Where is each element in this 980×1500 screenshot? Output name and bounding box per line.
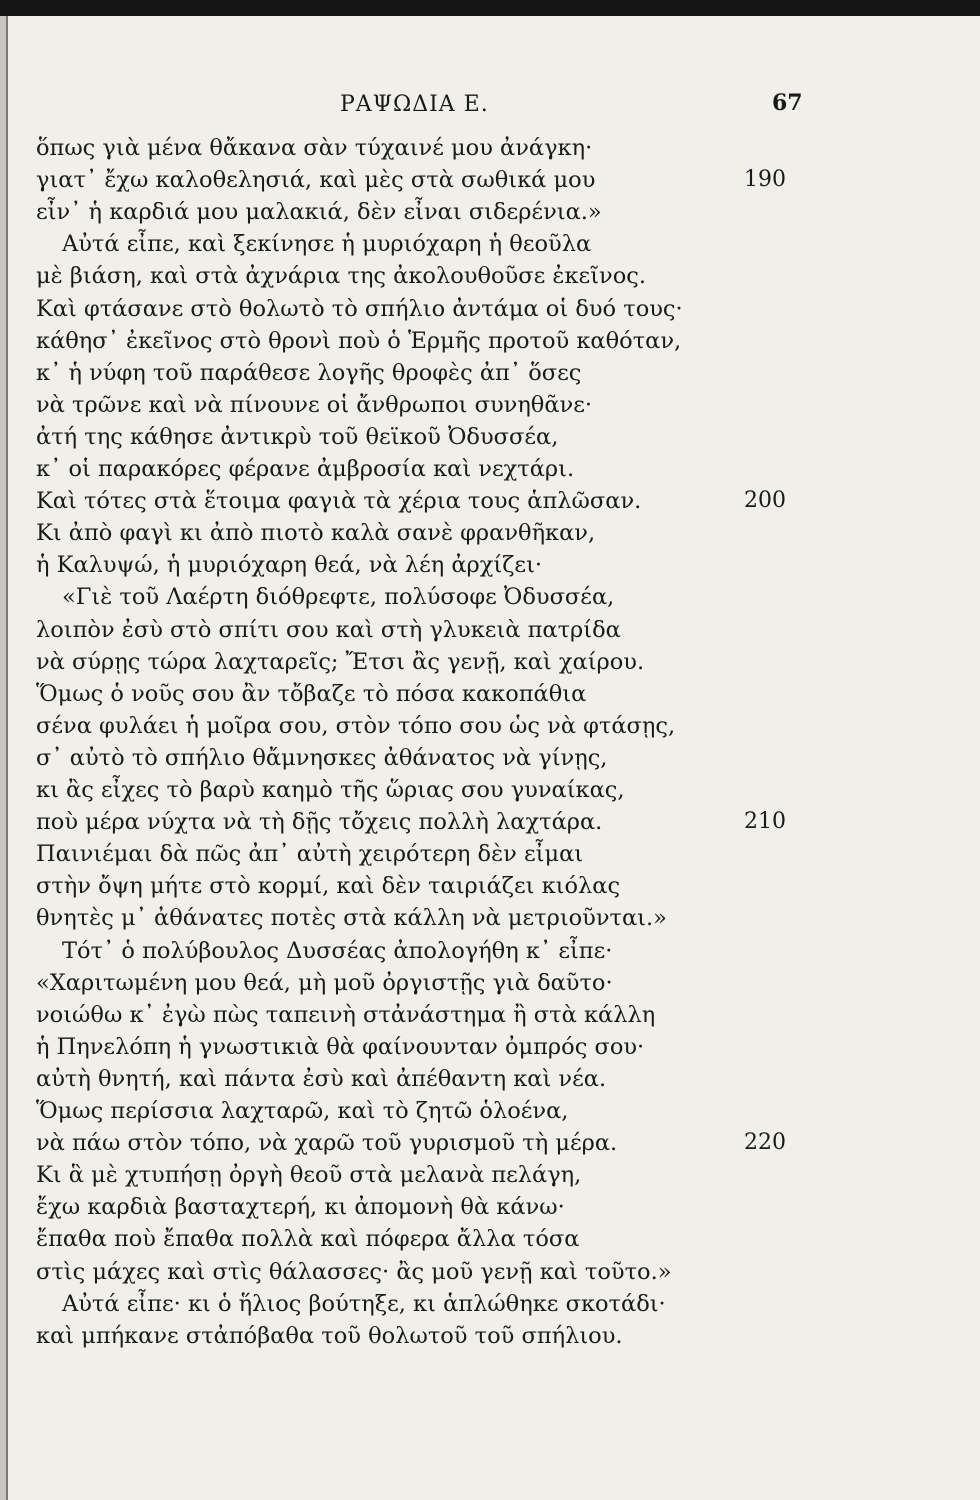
- verse-text: λοιπὸν ἐσὺ στὸ σπίτι σου καὶ στὴ γλυκειὰ πατρίδα: [36, 616, 621, 643]
- verse-text: Καὶ φτάσανε στὸ θολωτὸ τὸ σπήλιο ἀντάμα οἱ δυό τους·: [36, 295, 683, 322]
- verse-line-number: 190: [744, 167, 786, 193]
- verse-text: νὰ τρῶνε καὶ νὰ πίνουνε οἱ ἄνθρωποι συνηθᾶνε·: [36, 391, 593, 418]
- verse-text: θνητὲς μ᾿ ἀθάνατες ποτὲς στὰ κάλλη νὰ μετριοῦνται.»: [36, 905, 667, 932]
- verse-line-number: 220: [744, 1130, 786, 1156]
- verse-text: ὅπως γιὰ μένα θἄκανα σὰν τύχαινέ μου ἀνάγκη·: [36, 135, 593, 161]
- verse-text: ἔχω καρδιὰ βασταχτερή, κι ἀπομονὴ θὰ κάνω·: [36, 1194, 565, 1221]
- verse-text: στὴν ὄψη μήτε στὸ κορμί, καὶ δὲν ταιριάζει κιόλας: [36, 873, 621, 900]
- verse-text: στὶς μάχες καὶ στὶς θάλασσες· ἂς μοῦ γενῇ καὶ τοῦτο.»: [36, 1258, 672, 1285]
- header-title: ΡΑΨΩΔΙΑ Ε.: [340, 92, 489, 117]
- verse-text: κ᾿ οἱ παρακόρες φέρανε ἀμβροσία καὶ νεχτάρι.: [36, 456, 575, 482]
- verse-text: μὲ βιάση, καὶ στὰ ἀχνάρια της ἀκολουθοῦσε ἐκεῖνος.: [36, 263, 646, 290]
- verse-text: νὰ σύρῃς τώρα λαχταρεῖς; Ἔτσι ἂς γενῇ, καὶ χαίρου.: [36, 648, 645, 675]
- verse-text: κάθησ᾿ ἐκεῖνος στὸ θρονὶ ποὺ ὁ Ἑρμῆς προτοῦ καθόταν,: [36, 327, 682, 354]
- verse-text: Ὅμως περίσσια λαχταρῶ, καὶ τὸ ζητῶ ὁλοένα,: [36, 1098, 569, 1124]
- verse-text: ἡ Καλυψώ, ἡ μυριόχαρη θεά, νὰ λέη ἀρχίζει·: [36, 552, 543, 579]
- verse-text: Τότ᾿ ὁ πολύβουλος Δυσσέας ἀπολογήθη κ᾿ εἶπε·: [62, 937, 613, 964]
- verse-text: Αὐτά εἶπε, καὶ ξεκίνησε ἡ μυριόχαρη ἡ θεοῦλα: [62, 231, 592, 258]
- verse-text: γιατ᾿ ἔχω καλοθελησιά, καὶ μὲς στὰ σωθικά μου: [36, 167, 596, 194]
- verse-text: ἔπαθα ποὺ ἔπαθα πολλὰ καὶ πόφερα ἄλλα τόσα: [36, 1226, 580, 1253]
- verse-text: Παινιέμαι δὰ πῶς ἀπ᾿ αὐτὴ χειρότερη δὲν εἶμαι: [36, 841, 584, 868]
- verse-text: σένα φυλάει ἡ μοῖρα σου, στὸν τόπο σου ὡς νὰ φτάσῃς,: [36, 712, 676, 739]
- verse-text: Κι ἀπὸ φαγὶ κι ἀπὸ πιοτὸ καλὰ σανὲ φρανθῆκαν,: [36, 520, 596, 547]
- verse-text: σ᾿ αὐτὸ τὸ σπήλιο θἄμνησκες ἀθάνατος νὰ γίνῃς,: [36, 744, 608, 771]
- verse-text: Καὶ τότες στὰ ἕτοιμα φαγιὰ τὰ χέρια τους ἁπλῶσαν.: [36, 488, 642, 515]
- verse-text: νὰ πάω στὸν τόπο, νὰ χαρῶ τοῦ γυρισμοῦ τὴ μέρα.: [36, 1130, 618, 1157]
- verse-text: Αὐτά εἶπε· κι ὁ ἥλιος βούτηξε, κι ἁπλώθηκε σκοτάδι·: [62, 1290, 666, 1317]
- verse-text: νοιώθω κ᾿ ἐγὼ πὼς ταπεινὴ στἀνάστημα ἢ στὰ κάλλη: [36, 1001, 656, 1028]
- verse-text: ἡ Πηνελόπη ἡ γνωστικιὰ θὰ φαίνουνταν ὀμπρός σου·: [36, 1033, 645, 1060]
- verse-text: κ᾿ ἡ νύφη τοῦ παράθεσε λογῆς θροφὲς ἀπ᾿ ὅσες: [36, 359, 582, 386]
- page-number: 67: [772, 90, 803, 116]
- scan-top-border: [0, 0, 980, 16]
- verse-text: Κι ἃ μὲ χτυπήσῃ ὀργὴ θεοῦ στὰ μελανὰ πελάγη,: [36, 1162, 582, 1189]
- book-spine-shadow: [6, 16, 8, 1500]
- verse-text: «Χαριτωμένη μου θεά, μὴ μοῦ ὀργιστῇς γιὰ δαῦτο·: [36, 969, 613, 996]
- verse-text: ποὺ μέρα νύχτα νὰ τὴ δῇς τὄχεις πολλὴ λαχτάρα.: [36, 809, 603, 836]
- verse-text: «Γιὲ τοῦ Λαέρτη διόθρεφτε, πολύσοφε Ὀδυσσέα,: [62, 584, 615, 611]
- verse-text: ἀτή της κάθησε ἀντικρὺ τοῦ θεϊκοῦ Ὀδυσσέα,: [36, 423, 559, 450]
- verse-line-number: 210: [744, 809, 786, 835]
- verse-text: Ὅμως ὁ νοῦς σου ἂν τὄβαζε τὸ πόσα κακοπάθια: [36, 680, 587, 707]
- running-header: [0, 92, 980, 122]
- verse-text: εἶν᾿ ἡ καρδιά μου μαλακιά, δὲν εἶναι σιδερένια.»: [36, 199, 602, 226]
- verse-line-number: 200: [744, 488, 786, 514]
- verse-text: κι ἂς εἶχες τὸ βαρὺ καημὸ τῆς ὥριας σου γυναίκας,: [36, 777, 625, 803]
- verse-text: αὐτὴ θνητή, καὶ πάντα ἐσὺ καὶ ἀπέθαντη καὶ νέα.: [36, 1065, 607, 1092]
- verse-text: καὶ μπήκανε στἀπόβαθα τοῦ θολωτοῦ τοῦ σπήλιου.: [36, 1322, 623, 1349]
